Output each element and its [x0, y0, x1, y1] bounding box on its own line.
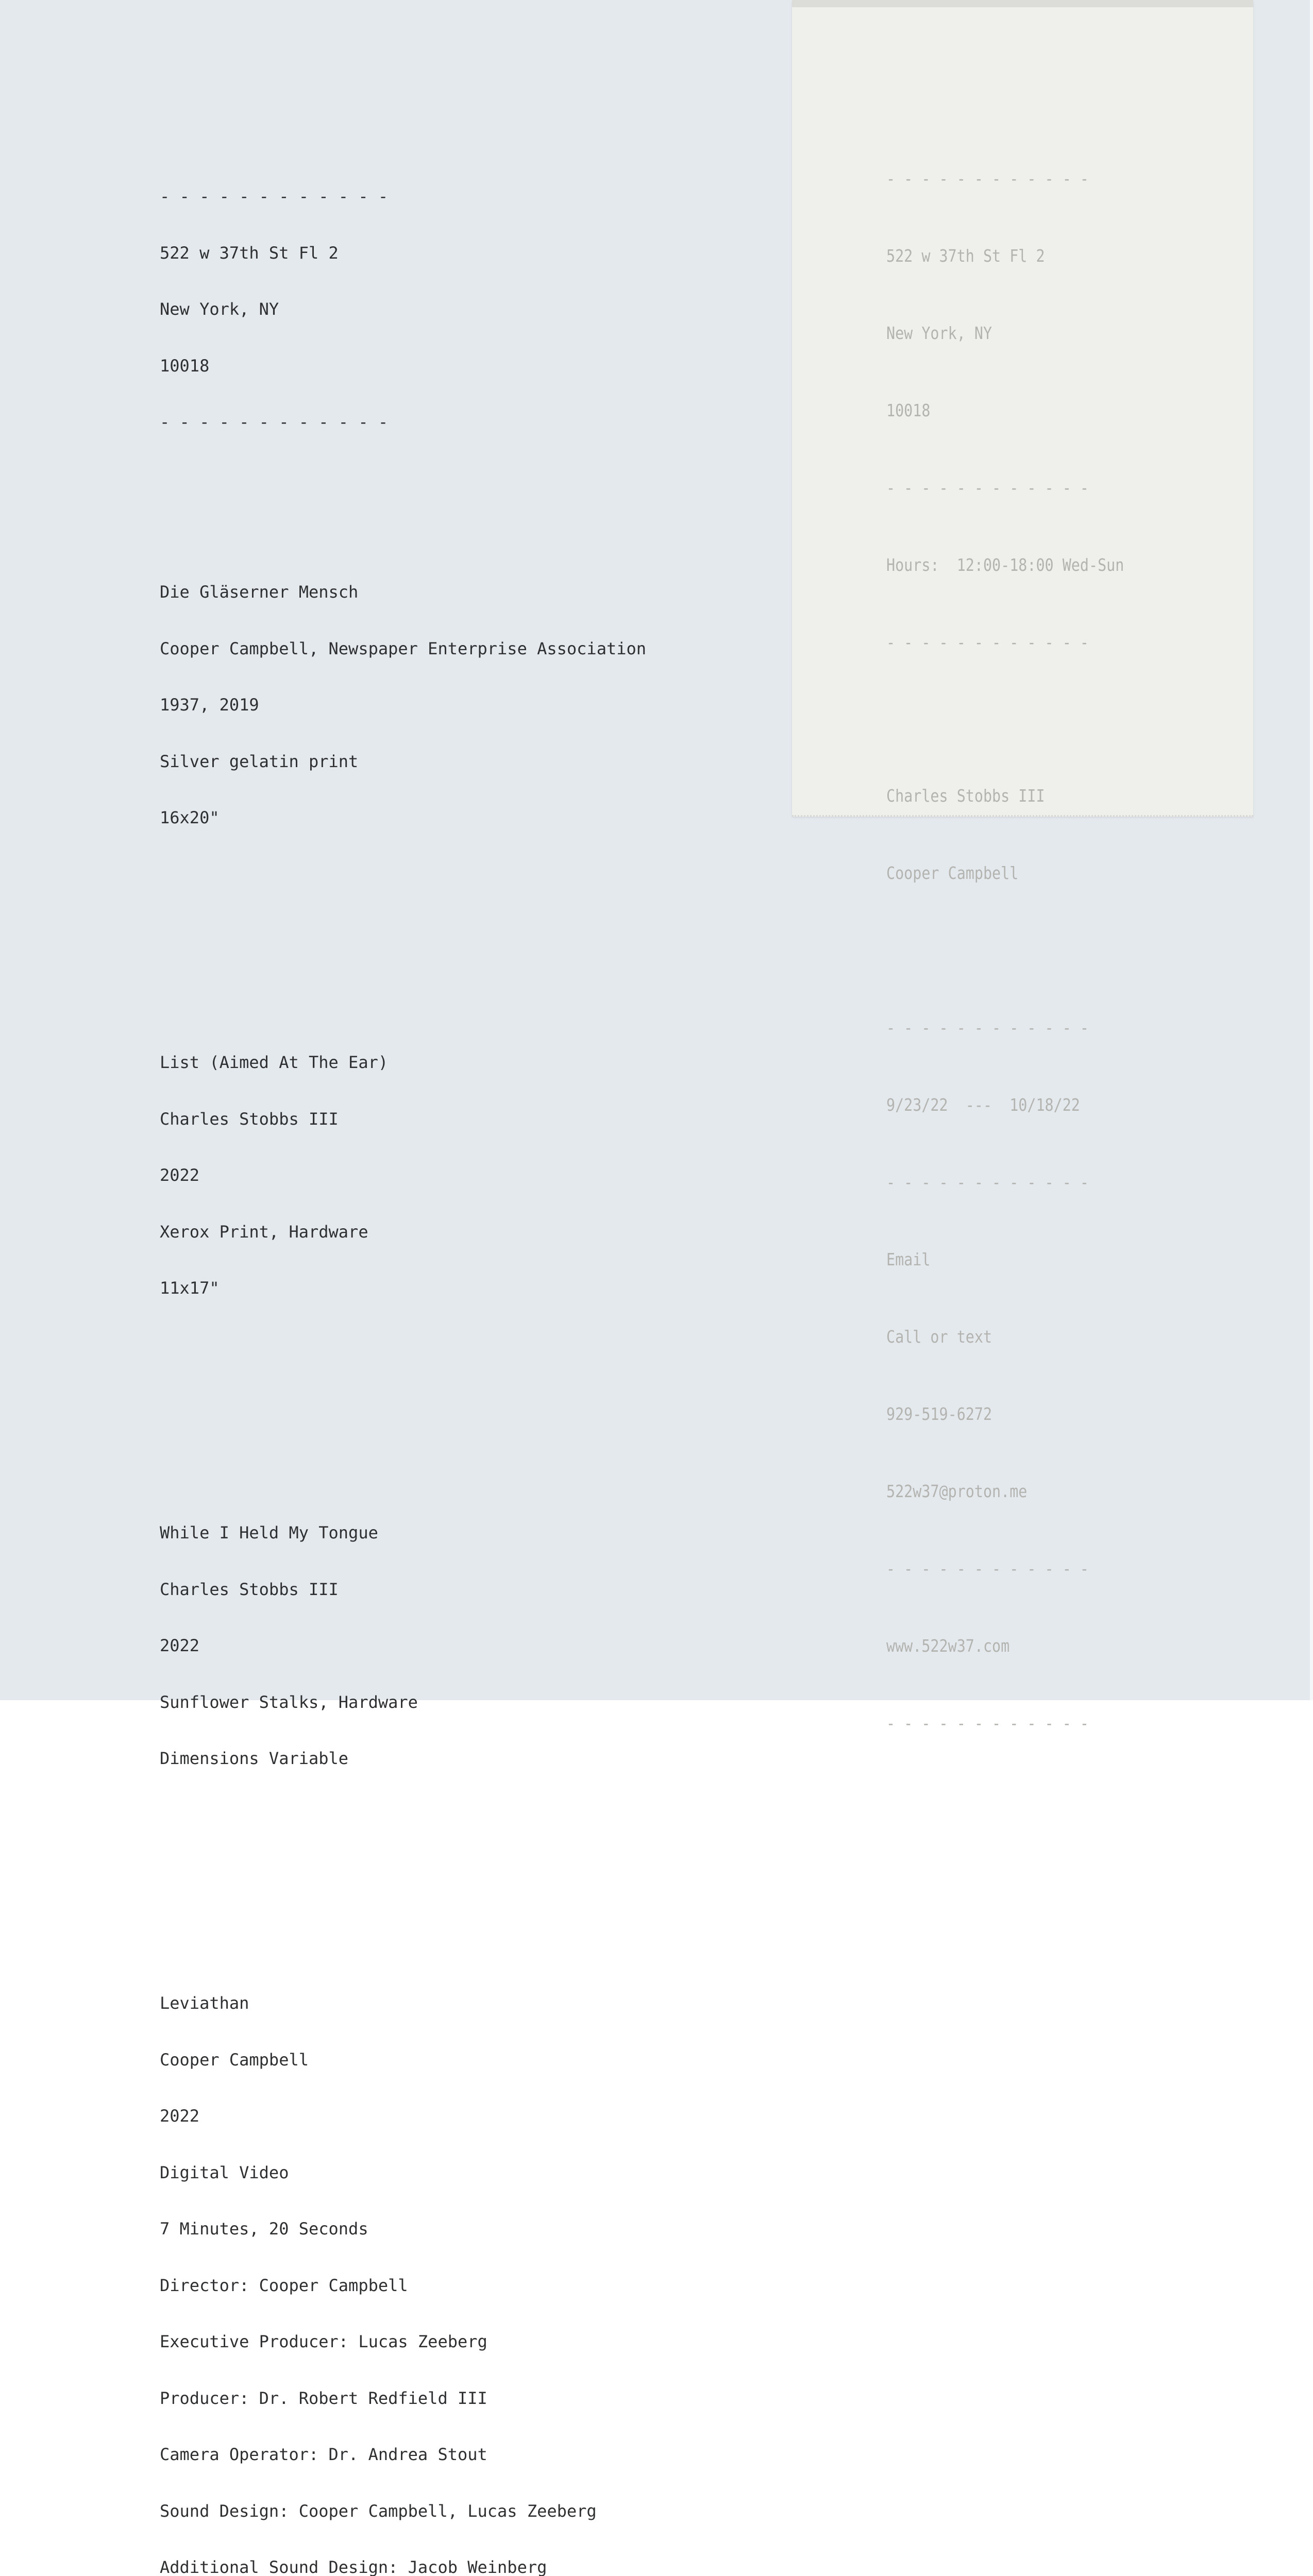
work-year: 1937, 2019: [160, 695, 259, 715]
separator: - - - - - - - - - - - -: [886, 632, 1089, 652]
hours: Hours: 12:00-18:00 Wed-Sun: [886, 555, 1124, 575]
work-dimensions: Dimensions Variable: [160, 1749, 349, 1768]
work-year: 2022: [160, 2106, 200, 2126]
work-medium: Xerox Print, Hardware: [160, 1222, 368, 1242]
work-medium: Digital Video: [160, 2162, 289, 2182]
separator: - - - - - - - - - - - -: [886, 478, 1089, 498]
separator: - - - - - - - - - - - -: [886, 1713, 1089, 1733]
work-dimensions: 11x17": [160, 1278, 220, 1298]
address-line: 522 w 37th St Fl 2: [160, 243, 339, 263]
contact-phone: 929-519-6272: [886, 1404, 992, 1424]
receipt-text: [886, 114, 1197, 1788]
address-line: New York, NY: [160, 299, 279, 319]
work-credit: Producer: Dr. Robert Redfield III: [160, 2388, 487, 2408]
separator: - - - - - - - - - - - -: [886, 1172, 1089, 1192]
work-credit: Director: Cooper Campbell: [160, 2275, 408, 2295]
work-dimensions: 7 Minutes, 20 Seconds: [160, 2219, 368, 2239]
separator: - - - - - - - - - - - -: [886, 1558, 1089, 1579]
artist-name: Cooper Campbell: [886, 863, 1019, 883]
receipt-top-shadow: [792, 0, 1253, 7]
work-title: Die Gläserner Mensch: [160, 582, 359, 602]
work-year: 2022: [160, 1165, 200, 1185]
work-medium: Sunflower Stalks, Hardware: [160, 1692, 418, 1712]
separator: - - - - - - - - - - - -: [886, 1018, 1089, 1038]
work-dimensions: 16x20": [160, 808, 220, 827]
work-artist: Cooper Campbell: [160, 2049, 309, 2070]
address-line: 10018: [160, 355, 210, 376]
paper-edge: [1310, 0, 1313, 1700]
contact-call: Call or text: [886, 1327, 992, 1347]
receipt-slip: [792, 0, 1253, 1733]
work-entry: [160, 1956, 1190, 2576]
artist-name: Charles Stobbs III: [886, 786, 1045, 806]
work-credit: Sound Design: Cooper Campbell, Lucas Zeeberg: [160, 2501, 597, 2521]
work-credit: Executive Producer: Lucas Zeeberg: [160, 2332, 487, 2351]
work-artist: Charles Stobbs III: [160, 1579, 339, 1599]
separator: - - - - - - - - - - - -: [886, 168, 1089, 189]
work-title: While I Held My Tongue: [160, 1523, 378, 1543]
address-line: 10018: [886, 400, 931, 420]
contact-email: 522w37@proton.me: [886, 1481, 1028, 1501]
work-title: Leviathan: [160, 1993, 249, 2013]
work-artist: Cooper Campbell, Newspaper Enterprise Association: [160, 638, 647, 658]
address-line: 522 w 37th St Fl 2: [886, 246, 1045, 266]
separator: - - - - - - - - - - - -: [160, 412, 389, 432]
contact-label: Email: [886, 1249, 931, 1269]
work-year: 2022: [160, 1636, 200, 1655]
work-title: List (Aimed At The Ear): [160, 1053, 389, 1072]
work-credit: Camera Operator: Dr. Andrea Stout: [160, 2445, 487, 2464]
exhibition-dates: 9/23/22 --- 10/18/22: [886, 1095, 1080, 1115]
website: www.522w37.com: [886, 1636, 1010, 1656]
address-line: New York, NY: [886, 323, 992, 343]
work-artist: Charles Stobbs III: [160, 1109, 339, 1129]
work-medium: Silver gelatin print: [160, 751, 359, 771]
work-credit: Additional Sound Design: Jacob Weinberg: [160, 2557, 547, 2576]
separator: - - - - - - - - - - - -: [160, 187, 389, 206]
